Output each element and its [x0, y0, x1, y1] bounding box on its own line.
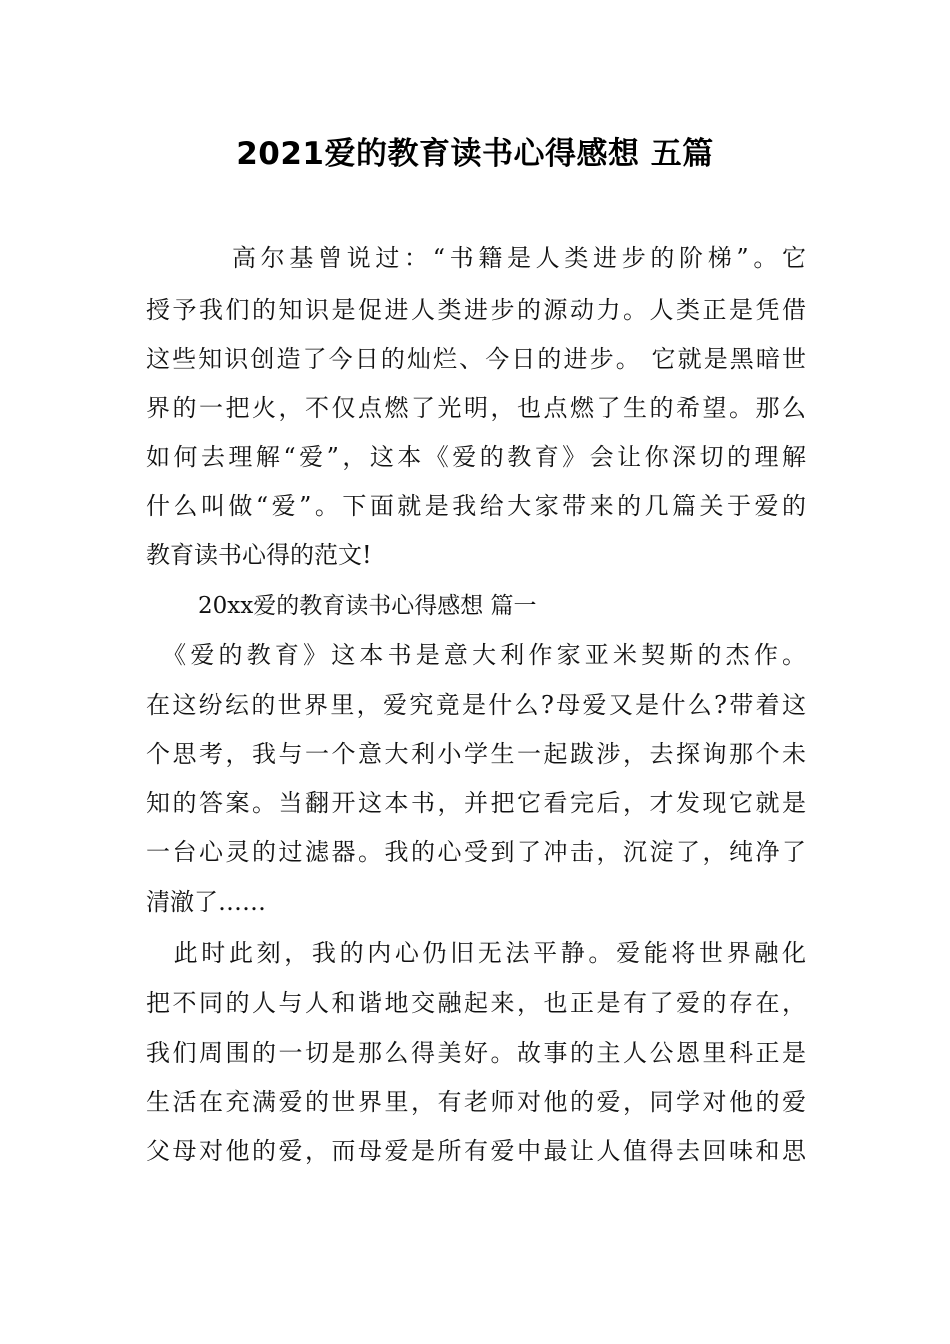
- paragraph-line: 把不同的人与人和谐地交融起来，也正是有了爱的存在，: [146, 989, 806, 1017]
- paragraph-line: 如何去理解“爱”，这本《爱的教育》会让你深切的理解: [146, 443, 806, 471]
- paragraph-line: 《爱的教育》这本书是意大利作家亚米契斯的杰作。: [146, 641, 806, 669]
- paragraph-line: 知的答案。当翻开这本书，并把它看完后，才发现它就是: [146, 789, 806, 817]
- document-title: 2021爱的教育读书心得感想 五篇: [236, 136, 714, 172]
- paragraph-line: 我们周围的一切是那么得美好。故事的主人公恩里科正是: [146, 1039, 806, 1067]
- paragraph-line: 一台心灵的过滤器。我的心受到了冲击，沉淀了，纯净了: [146, 838, 806, 866]
- paragraph-line: 在这纷纭的世界里，爱究竟是什么?母爱又是什么?带着这: [146, 691, 806, 719]
- paragraph-line: 什么叫做“爱”。下面就是我给大家带来的几篇关于爱的: [146, 492, 806, 520]
- paragraph-line: 授予我们的知识是促进人类进步的源动力。人类正是凭借: [146, 296, 806, 324]
- paragraph-line: 这些知识创造了今日的灿烂、今日的进步。 它就是黑暗世: [146, 345, 806, 373]
- paragraph-line: 父母对他的爱，而母爱是所有爱中最让人值得去回味和思: [146, 1137, 806, 1165]
- paragraph-line: 教育读书心得的范文!: [146, 541, 372, 569]
- paragraph-line: 此时此刻，我的内心仍旧无法平静。爱能将世界融化: [146, 939, 806, 967]
- paragraph-line: 界的一把火，不仅点燃了光明，也点燃了生的希望。那么: [146, 394, 806, 422]
- paragraph-line: 生活在充满爱的世界里，有老师对他的爱，同学对他的爱: [146, 1088, 806, 1116]
- section-heading: 20xx爱的教育读书心得感想 篇一: [198, 593, 537, 619]
- paragraph-line: 清澈了……: [146, 888, 266, 916]
- paragraph-line: 高尔基曾说过：“书籍是人类进步的阶梯”。它: [146, 244, 806, 272]
- paragraph-line: 个思考，我与一个意大利小学生一起跋涉，去探询那个未: [146, 740, 806, 768]
